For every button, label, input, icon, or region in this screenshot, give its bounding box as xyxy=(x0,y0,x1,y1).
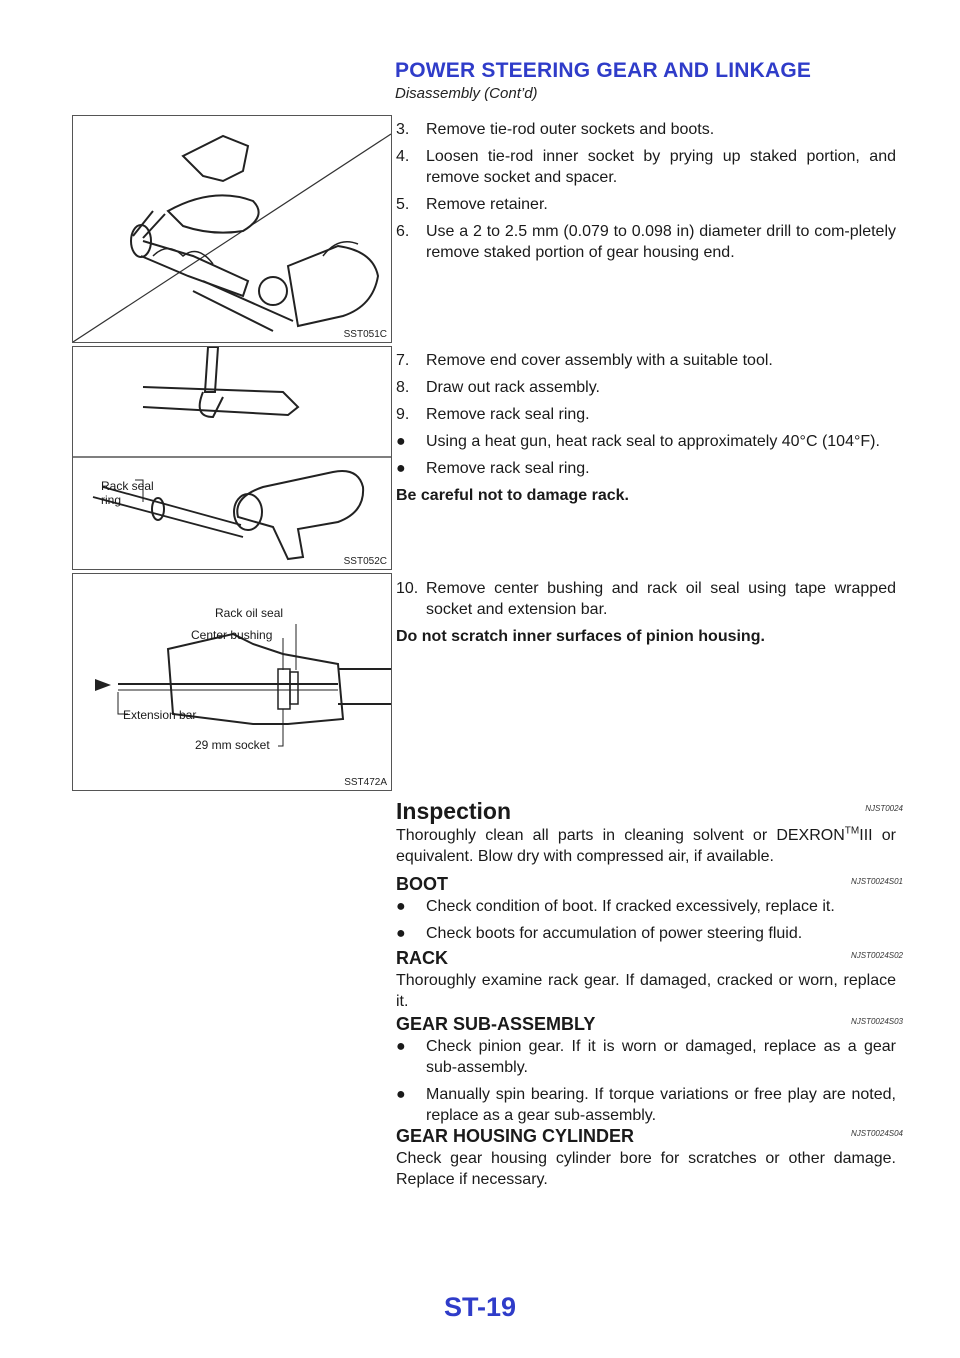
inspection-intro: Thoroughly clean all parts in cleaning solvent or DEXRON™III or equivalent. Blow dry with compressed air, if available. xyxy=(396,825,896,865)
steps-group-3 xyxy=(396,578,896,653)
step-9: 9. Remove rack seal ring. xyxy=(396,406,590,423)
rack-text: Thoroughly examine rack gear. If damaged, cracked or worn, replace it. xyxy=(396,972,896,1010)
gear-housing-text: Check gear housing cylinder bore for scratches or other damage. Replace if necessary. xyxy=(396,1150,896,1188)
heading-rack: RACK NJST0024S02 xyxy=(396,946,896,970)
figure-rack-seal-ring xyxy=(72,346,392,570)
figure-label-center-bushing: Center bushing xyxy=(191,628,273,642)
step-5: 5. Remove retainer. xyxy=(396,196,548,213)
list-item: ● Check pinion gear. If it is worn or damaged, replace as a gear sub-assembly. xyxy=(396,1038,896,1076)
section-code: NJST0024S02 xyxy=(850,951,903,960)
steps-group-1 xyxy=(396,119,896,269)
heading-inspection: Inspection NJST0024 xyxy=(396,797,896,825)
heading-boot: BOOT NJST0024S01 xyxy=(396,872,896,896)
figure-label-extension-bar: Extension bar xyxy=(123,708,197,722)
section-gear-housing-cylinder xyxy=(396,1124,903,1196)
list-item: ● Check boots for accumulation of power steering fluid. xyxy=(396,925,803,942)
section-code: NJST0024S04 xyxy=(850,1129,903,1138)
figure-tie-rod-removal xyxy=(72,115,392,343)
figure-label-rack-oil-seal: Rack oil seal xyxy=(215,606,284,620)
heading-gear-housing-cylinder: GEAR HOUSING CYLINDER NJST0024S04 xyxy=(396,1124,896,1148)
step-8: 8. Draw out rack assembly. xyxy=(396,379,600,396)
list-item: ● Manually spin bearing. If torque variations or free play are noted, replace as a gear sub-assembly. xyxy=(396,1086,896,1124)
figure-oil-seal-removal xyxy=(72,573,392,791)
figure-label-rack-seal: Rack seal ring xyxy=(101,479,154,507)
section-gear-sub-assembly xyxy=(396,1012,903,1132)
page-number: ST-19 xyxy=(443,1292,517,1322)
steps-group-2 xyxy=(396,350,896,512)
bullet-remove-ring: ● Remove rack seal ring. xyxy=(396,460,590,477)
bullet-heat-gun: ● Using a heat gun, heat rack seal to approximately 40°C (104°F). xyxy=(396,433,880,450)
section-code: NJST0024 xyxy=(865,804,903,813)
step-3: 3. Remove tie-rod outer sockets and boots. xyxy=(396,121,715,138)
page-subtitle: Disassembly (Cont’d) xyxy=(395,85,538,102)
figure-code: SST051C xyxy=(343,329,387,340)
section-inspection xyxy=(396,797,903,873)
caution-pinion: Do not scratch inner surfaces of pinion housing. xyxy=(396,628,765,645)
step-6: 6. Use a 2 to 2.5 mm (0.079 to 0.098 in) diameter drill to com-pletely remove staked portion of gear housing end. xyxy=(396,223,896,261)
step-7: 7. Remove end cover assembly with a suitable tool. xyxy=(396,352,773,369)
section-rack xyxy=(396,946,903,1018)
illustration-tie-rod-drill xyxy=(73,116,391,342)
section-code: NJST0024S03 xyxy=(850,1017,903,1026)
figure-code: SST472A xyxy=(344,777,387,788)
figure-code: SST052C xyxy=(343,556,387,567)
illustration-heat-gun xyxy=(73,347,391,569)
heading-gear-sub-assembly: GEAR SUB-ASSEMBLY NJST0024S03 xyxy=(396,1012,896,1036)
section-code: NJST0024S01 xyxy=(850,877,903,886)
step-10: 10. Remove center bushing and rack oil seal using tape wrapped socket and extension bar. xyxy=(396,580,896,618)
page-header xyxy=(395,58,935,104)
list-item: ● Check condition of boot. If cracked excessively, replace it. xyxy=(396,898,835,915)
figure-label-socket: 29 mm socket xyxy=(195,738,270,752)
step-4: 4. Loosen tie-rod inner socket by prying up staked portion, and remove socket and spacer. xyxy=(396,148,896,186)
page-title: POWER STEERING GEAR AND LINKAGE xyxy=(395,59,812,82)
section-boot xyxy=(396,872,903,950)
caution-rack: Be careful not to damage rack. xyxy=(396,487,629,504)
